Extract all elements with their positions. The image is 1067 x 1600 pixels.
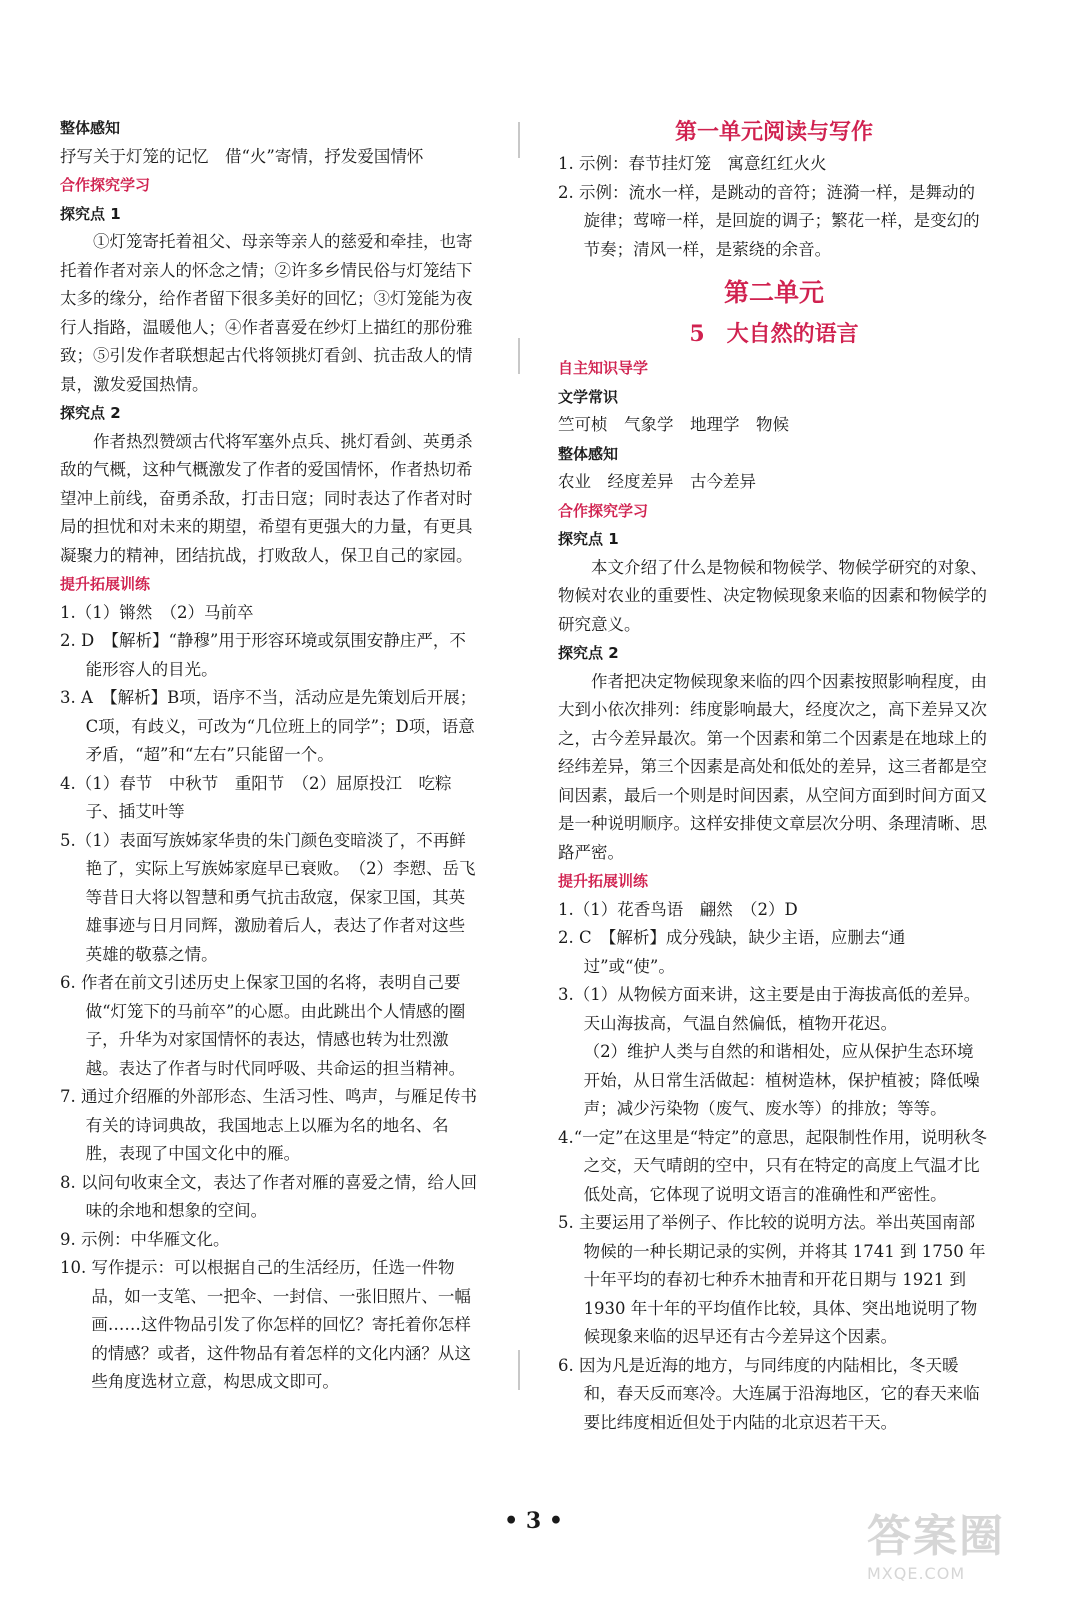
right-column (558, 114, 990, 1437)
answer-item: 5.（1）表面写族姊家华贵的朱门颜色变暗淡了，不再鲜艳了，实际上写族姊家庭早已衰败。 （2）李愬、岳飞等昔日大将以智慧和勇气抗击敌寇，保家卫国，其英雄事迹与日月同辉，激励着后人，表达了作者对这些英雄的敬慕之情。 (60, 830, 476, 964)
answer-item: 2. 示例：流水一样，是跳动的音符；涟漪一样，是舞动的旋律；莺啼一样，是回旋的调子；繁花一样，是变幻的节奏；清风一样，是萦绕的余音。 (558, 182, 980, 259)
heading-cooperative-study: 合作探究学习 (60, 176, 151, 194)
column-divider (518, 1350, 520, 1390)
answer-item: 4.“一定”在这里是“特定”的意思，起限制性作用，说明秋冬之交，天气晴朗的空中，只有在特定的高度上气温才比低处高，它体现了说明文语言的准确性和严密性。 (558, 1127, 987, 1204)
left-column (60, 114, 480, 1397)
answer-item: 3.（1）从物候方面来讲，这主要是由于海拔高低的差异。天山海拔高，气温自然偏低，植物开花迟。 (558, 985, 981, 1033)
overall-perception-text: 抒写关于灯笼的记忆 借“火”寄情，抒发爱国情怀 (60, 146, 424, 166)
answer-item: 2. C 【解析】成分残缺，缺少主语，应删去“通过”或“使”。 (558, 928, 906, 976)
answer-item: 1.（1）花香鸟语 翩然 （2）D (558, 899, 798, 919)
answer-item: 3. A 【解析】B项，语序不当，活动应是先策划后开展；C项，有歧义，可改为“几位班上的同学”；D项，语意矛盾，“超”和“左右”只能留一个。 (60, 688, 477, 764)
answer-item: 7. 通过介绍雁的外部形态、生活习性、鸣声，与雁足传书有关的诗词典故，我国地志上以雁为名的地名、名胜，表现了中国文化中的雁。 (60, 1087, 477, 1163)
literary-knowledge-text: 竺可桢 气象学 地理学 物候 (558, 415, 789, 434)
answer-item: 2. D 【解析】“静穆”用于形容环境或氛围安静庄严，不能形容人的目光。 (60, 631, 466, 679)
heading-overall-perception: 整体感知 (558, 444, 619, 463)
column-divider (518, 122, 520, 158)
heading-overall-perception: 整体感知 (60, 119, 121, 137)
heading-point-2: 探究点 2 (558, 644, 619, 662)
point-1-text: 本文介绍了什么是物候和物候学、物候学研究的对象、物候对农业的重要性、决定物候现象来临的因素和物候学的研究意义。 (558, 557, 987, 634)
watermark-logo (867, 1500, 1047, 1590)
heading-point-2: 探究点 2 (60, 404, 121, 422)
answer-subitem: （2）维护人类与自然的和谐相处，应从保护生态环境开始，从日常生活做起：植树造林，保护植被；降低噪声；减少污染物（废气、废水等）的排放；等等。 (583, 1042, 980, 1118)
answer-item: 4.（1）春节 中秋节 重阳节 （2）屈原投江 吃粽子、插艾叶等 (60, 773, 452, 821)
point-2-text: 作者热烈赞颂古代将军塞外点兵、挑灯看剑、英勇杀敌的气概，这种气概激发了作者的爱国情怀，作者热切希望冲上前线，奋勇杀敌，打击日寇；同时表达了作者对时局的担忧和对未来的期望，希望有更强大的力量，有更具凝聚力的精神，团结抗战，打败敌人，保卫自己的家园。 (60, 431, 473, 565)
page-number: • 3 • (504, 1508, 563, 1534)
heading-point-1: 探究点 1 (558, 530, 619, 548)
watermark-text: 答案圈 (867, 1511, 1005, 1562)
answer-item: 6. 作者在前文引述历史上保家卫国的名将，表明自己要做“灯笼下的马前卒”的心愿。由此跳出个人情感的圈子，升华为对家国情怀的表达，情感也转为壮烈激越。表达了作者与时代同呼吸、共命运的担当精神。 (60, 973, 466, 1078)
answer-item: 1.（1）锵然 （2）马前卒 (60, 602, 254, 622)
answer-item: 9. 示例：中华雁文化。 (60, 1229, 230, 1249)
heading-point-1: 探究点 1 (60, 204, 121, 223)
answer-item: 6. 因为凡是近海的地方，与同纬度的内陆相比，冬天暖和，春天反而寒冷。大连属于沿海地区，它的春天来临要比纬度相近但处于内陆的北京迟若干天。 (558, 1355, 980, 1432)
answer-item: 10. 写作提示：可以根据自己的生活经历，任选一件物品，如一支笔、一把伞、一封信、一张旧照片、一幅画……这件物品引发了你怎样的回忆？寄托着你怎样的情感？或者，这件物品有着怎样的文化内涵？从这些角度选材立意，构思成文即可。 (60, 1258, 471, 1391)
unit-1-reading-writing-title: 第一单元阅读与写作 (674, 119, 873, 145)
heading-extension-training: 提升拓展训练 (558, 872, 649, 890)
column-divider (518, 338, 520, 374)
watermark-url: MXQE.COM (867, 1564, 966, 1583)
answer-item: 8. 以问句收束全文，表达了作者对雁的喜爱之情，给人回味的余地和想象的空间。 (60, 1172, 477, 1220)
answer-item: 5. 主要运用了举例子、作比较的说明方法。举出英国南部物候的一种长期记录的实例，并将其 1741 到 1750 年十年平均的春初七种乔木抽青和开花日期与 1921 到 1930 年十年的平均值作比较，具体、突出地说明了物候现象来临的迟早还有古今差异这个因素。 (558, 1213, 986, 1346)
lesson-title: 5 大自然的语言 (689, 321, 859, 347)
point-2-text: 作者把决定物候现象来临的四个因素按照影响程度，由大到小依次排列：纬度影响最大，经度次之，高下差异又次之，古今差异最次。第一个因素和第二个因素是在地球上的经纬差异，第三个因素是高处和低处的差异，这三者都是空间因素，最后一个则是时间因素，从空间方面到时间方面又是一种说明顺序。这样安排使文章层次分明、条理清晰、思路严密。 (558, 671, 987, 862)
unit-2-title: 第二单元 (723, 278, 824, 307)
heading-extension-training: 提升拓展训练 (60, 575, 151, 593)
heading-literary-knowledge: 文学常识 (558, 387, 619, 406)
point-1-text: ①灯笼寄托着祖父、母亲等亲人的慈爱和牵挂，也寄托着作者对亲人的怀念之情；②许多乡情民俗与灯笼结下太多的缘分，给作者留下很多美好的回忆；③灯笼能为夜行人指路，温暖他人；④作者喜爱在纱灯上描红的那份雅致；⑤引发作者联想起古代将领挑灯看剑、抗击敌人的情景，激发爱国热情。 (60, 232, 473, 394)
heading-cooperative-study: 合作探究学习 (558, 501, 649, 520)
heading-self-study: 自主知识导学 (558, 359, 649, 377)
answer-item: 1. 示例：春节挂灯笼 寓意红红火火 (558, 154, 827, 173)
overall-perception-text: 农业 经度差异 古今差异 (558, 472, 756, 491)
